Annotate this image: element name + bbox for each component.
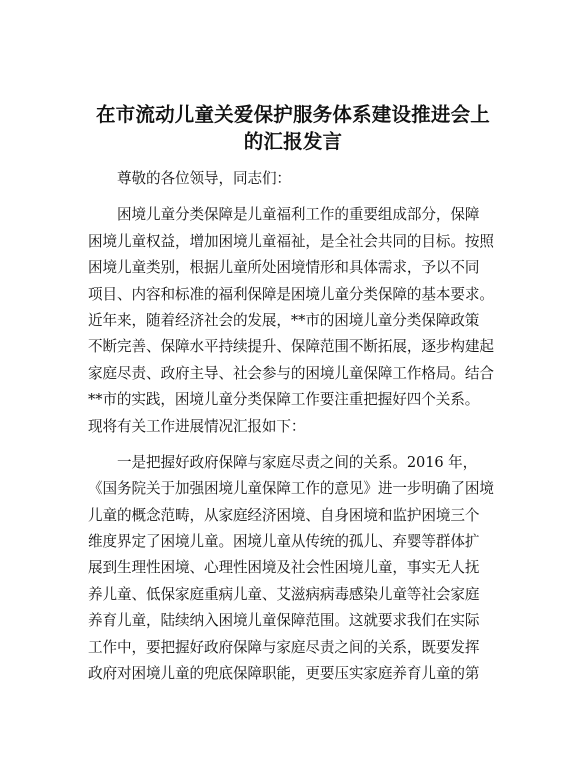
- text-line: 困境儿童类别，根据儿童所处困境情形和具体需求，予以不同: [88, 259, 480, 277]
- text-line: 不断完善、保障水平持续提升、保障范围不断拓展，逐步构建起: [88, 338, 494, 356]
- text-line: 困境儿童权益，增加困境儿童福祉，是全社会共同的目标。按照: [88, 232, 494, 250]
- salutation: 尊敬的各位领导，同志们：: [117, 170, 291, 187]
- text-line: 《国务院关于加强困境儿童保障工作的意见》进一步明确了困境: [88, 480, 494, 498]
- document-body: [88, 166, 498, 687]
- text-line: 工作中，要把握好政府保障与家庭尽责之间的关系，既要发挥: [88, 638, 480, 656]
- paragraph-2: [88, 450, 498, 688]
- text-line: 养育儿童，陆续纳入困境儿童保障范围。这就要求我们在实际: [88, 612, 480, 630]
- text-line: 项目、内容和标准的福利保障是困境儿童分类保障的基本要求。: [88, 285, 494, 303]
- text-line: 困境儿童分类保障是儿童福利工作的重要组成部分，保障: [117, 206, 480, 224]
- paragraph-1: [88, 202, 498, 440]
- text-line: 儿童的概念范畴，从家庭经济困境、自身困境和监护困境三个: [88, 506, 480, 524]
- title-line-2: 的汇报发言: [243, 130, 343, 153]
- text-line: 养儿童、低保家庭重病儿童、艾滋病病毒感染儿童等社会家庭: [88, 585, 480, 603]
- text-line: 一是把握好政府保障与家庭尽责之间的关系。2016 年，: [117, 453, 478, 471]
- title-line-1: 在市流动儿童关爱保护服务体系建设推进会上: [95, 103, 490, 126]
- text-line: **市的实践，困境儿童分类保障工作要注重把握好四个关系。: [88, 391, 480, 409]
- text-line: 近年来，随着经济社会的发展，**市的困境儿童分类保障政策: [88, 311, 480, 329]
- text-line: 政府对困境儿童的兜底保障职能，更要压实家庭养育儿童的第: [88, 665, 480, 683]
- text-line: 现将有关工作进展情况汇报如下：: [88, 417, 306, 435]
- text-line: 维度界定了困境儿童。困境儿童从传统的孤儿、弃婴等群体扩: [88, 533, 480, 551]
- text-line: 展到生理性困境、心理性困境及社会性困境儿童，事实无人抚: [88, 559, 480, 577]
- paragraph-gap: [88, 192, 498, 202]
- text-line: 家庭尽责、政府主导、社会参与的困境儿童保障工作格局。结合: [88, 364, 494, 382]
- document-title: [88, 101, 498, 155]
- paragraph-gap: [88, 440, 498, 450]
